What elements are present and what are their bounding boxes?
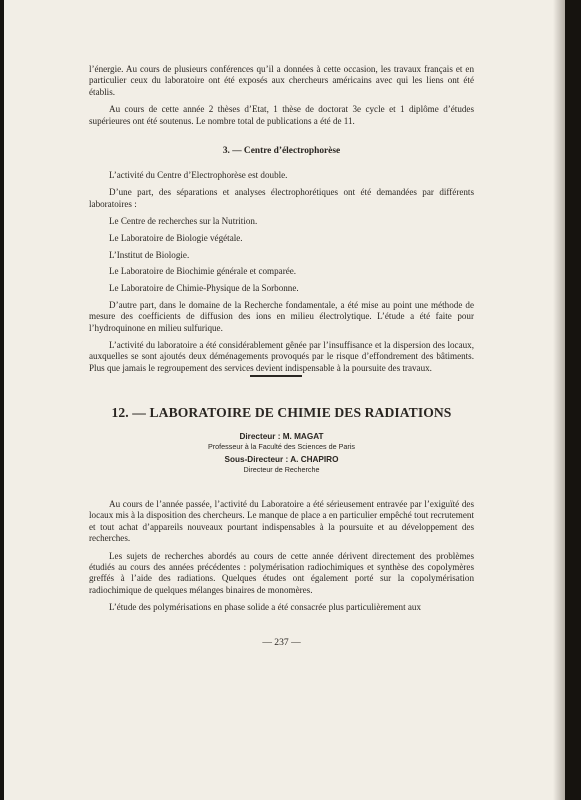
lab-direction: [89, 432, 474, 477]
section-divider: [250, 375, 302, 377]
director-title: Professeur à la Faculté des Sciences de Paris: [207, 442, 356, 451]
list-item: Le Laboratoire de Chimie-Physique de la Sorbonne.: [109, 283, 299, 294]
list-item: Le Laboratoire de Biologie végétale.: [109, 232, 243, 243]
section-3-heading: 3. — Centre d’électrophorèse: [222, 146, 341, 156]
section-12-heading: 12. — LABORATOIRE DE CHIMIE DES RADIATIONS: [111, 405, 452, 420]
subdirector-label: Sous-Directeur :: [224, 454, 289, 464]
page-number: — 237 —: [262, 637, 301, 648]
paragraph: L’activité du laboratoire a été considérablement gênée par l’insuffisance et la dispersion des locaux, auxquelles se sont ajoutés deux déménagements provoqués par le risque d’effondrement des bâtiments. Plus que jamais le regroupement des services devient indispensable à la poursuite des travaux.: [89, 339, 474, 373]
director-name: M. MAGAT: [282, 432, 324, 441]
paragraph: Les sujets de recherches abordés au cours de cette année dérivent directement des problèmes étudiés au cours des années précédentes : polymérisation radiochimiques et synthèse des copolymères greffés à l’aide des radiations. Quelques études ont également porté sur la copolymérisation radiochimique de quelques mélanges binaires de monomères.: [89, 550, 474, 595]
paragraph: L’activité du Centre d’Electrophorèse est double.: [109, 170, 288, 180]
paragraph: l’énergie. Au cours de plusieurs conférences qu’il a données à cette occasion, les travaux français et en particulier ceux du laboratoire ont été exposés aux chercheurs américains avec qui les liens ont été établis.: [89, 64, 474, 97]
subdirector-line: [89, 455, 474, 465]
paragraph: D’une part, des séparations et analyses électrophorétiques ont été demandées par différents laboratoires :: [89, 187, 474, 209]
paragraph: Au cours de l’année passée, l’activité du Laboratoire a été sérieusement entravée par l’exiguïté des locaux mis à la disposition des chercheurs. Le manque de place a en particulier empêché tout recrutement et tout achat d’appareils nouveaux pourtant indispensables à la poursuite et au développement des recherches.: [89, 499, 474, 544]
top-text-block: [89, 64, 474, 133]
list-item: L’Institut de Biologie.: [109, 249, 190, 260]
section-12-body: [89, 499, 474, 620]
subdirector-title: Directeur de Recherche: [243, 464, 320, 474]
section-3-body: [89, 170, 474, 380]
paragraph: Au cours de cette année 2 thèses d’Etat, 1 thèse de doctorat 3e cycle et 1 diplôme d’études supérieures ont été soutenus. Le nombre total de publications a été de 11.: [89, 104, 474, 126]
list-item: Le Laboratoire de Biochimie générale et comparée.: [109, 266, 297, 277]
document-page: [4, 0, 565, 800]
paragraph: D’autre part, dans le domaine de la Recherche fondamentale, a été mise au point une méthode de mesure des coefficients de diffusion des ions en milieu électrolytique. L’étude a été faite pour l’hydroquinone en milieu sulfurique.: [89, 299, 474, 333]
paragraph: L’étude des polymérisations en phase solide a été consacrée plus particulièrement aux: [109, 602, 422, 613]
page-edge-shadow: [553, 0, 565, 800]
director-label: Directeur :: [239, 432, 281, 441]
list-item: Le Centre de recherches sur la Nutrition.: [109, 216, 258, 227]
director-line: [89, 432, 474, 442]
subdirector-name: A. CHAPIRO: [290, 454, 339, 464]
